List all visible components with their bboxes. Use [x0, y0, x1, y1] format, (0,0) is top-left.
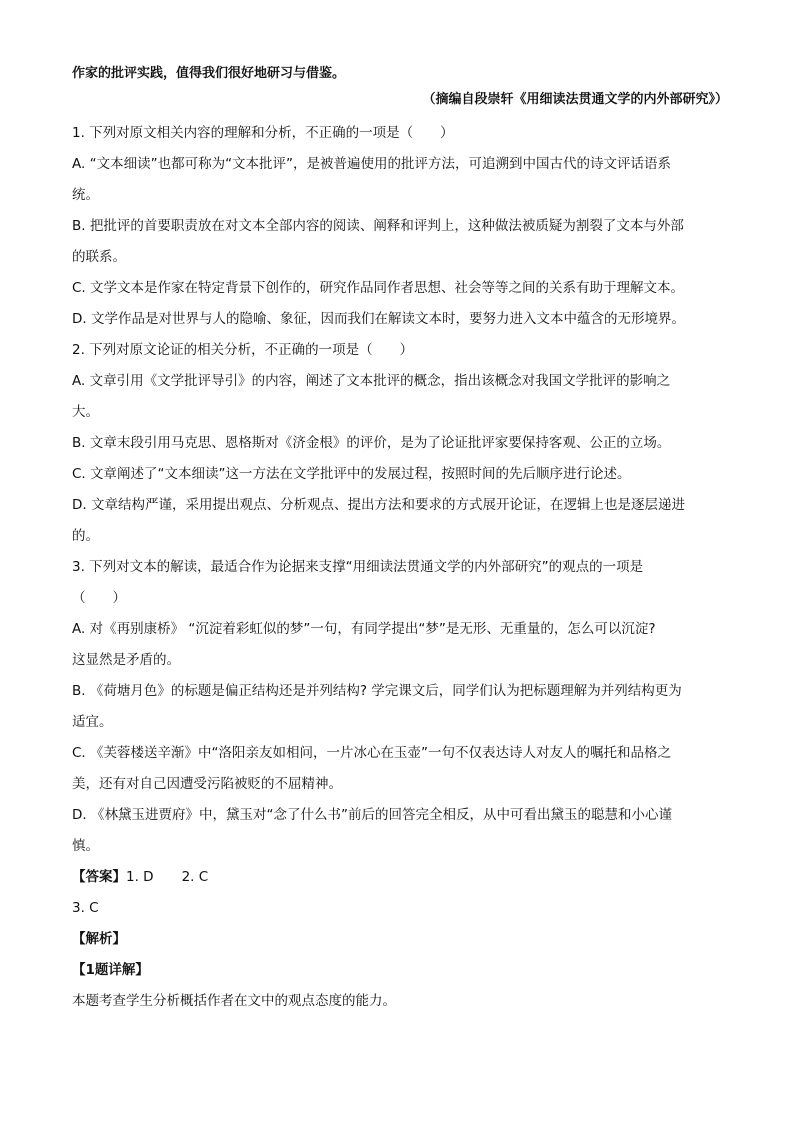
answer-tag: 【答案】: [72, 869, 126, 885]
question-2-option-d-cont: 的。: [72, 528, 99, 544]
analysis-detail-tag: 【1题详解】: [72, 962, 149, 978]
question-3-option-c-cont: 美，还有对自己因遭受污陷被贬的不屈精神。: [72, 776, 342, 792]
question-2-option-c: C. 文章阐述了“文本细读”这一方法在文学批评中的发展过程，按照时间的先后顺序进行论述。: [72, 466, 631, 482]
question-2-stem: 2. 下列对原文论证的相关分析，不正确的一项是（ ）: [72, 342, 414, 358]
question-3-option-d-cont: 慎。: [72, 838, 99, 854]
question-3-option-b-cont: 适宜。: [72, 714, 113, 730]
document-page: [72, 62, 728, 1017]
question-2: [72, 335, 722, 552]
question-2-option-a: A. 文章引用《文学批评导引》的内容，阐述了文本批评的概念，指出该概念对我国文学批评的影响之: [72, 373, 671, 389]
question-3-stem-cont: （ ）: [72, 590, 126, 606]
analysis-tag: 【解析】: [72, 931, 126, 947]
question-1-option-c: C. 文学文本是作家在特定背景下创作的，研究作品同作者思想、社会等等之间的关系有助于理解文本。: [72, 280, 685, 296]
question-3-option-d: D. 《林黛玉进贾府》中，黛玉对“念了什么书”前后的回答完全相反，从中可看出黛玉的聪慧和小心谨: [72, 807, 672, 823]
question-1-option-a-cont: 统。: [72, 187, 99, 203]
question-3-stem: 3. 下列对文本的解读，最适合作为论据来支撑“用细读法贯通文学的内外部研究”的观点的一项是: [72, 559, 644, 575]
answer-2: 2. C: [181, 869, 209, 885]
question-1-option-d: D. 文学作品是对世界与人的隐喻、象征，因而我们在解读文本时，要努力进入文本中蕴含的无形境界。: [72, 311, 685, 327]
question-1-option-b: B. 把批评的首要职责放在对文本全部内容的阅读、阐释和评判上，这种做法被质疑为割裂了文本与外部: [72, 218, 684, 234]
question-3-option-b: B. 《荷塘月色》的标题是偏正结构还是并列结构? 学完课文后，同学们认为把标题理解为并列结构更为: [72, 683, 682, 699]
question-3-option-a-cont: 这显然是矛盾的。: [72, 652, 180, 668]
source-citation: （摘编自段崇轩《用细读法贯通文学的内外部研究》）: [422, 92, 728, 107]
question-2-option-a-cont: 大。: [72, 404, 99, 420]
question-3-option-a: A. 对《再别康桥》 “沉淀着彩虹似的梦”一句，有同学提出“梦”是无形、无重量的，怎么可以沉淀?: [72, 621, 656, 637]
answer-1: 1. D: [126, 869, 154, 885]
question-2-option-d: D. 文章结构严谨，采用提出观点、分析观点、提出方法和要求的方式展开论证，在逻辑上也是逐层递进: [72, 497, 685, 513]
intro-tail-text: 作家的批评实践，值得我们很好地研习与借鉴。: [72, 66, 346, 81]
question-1-option-a: A. “文本细读”也都可称为“文本批评”，是被普遍使用的批评方法，可追溯到中国古代的诗文评话语系: [72, 156, 672, 172]
answer-line: [72, 862, 722, 893]
question-2-option-b: B. 文章末段引用马克思、恩格斯对《济金根》的评价，是为了论证批评家要保持客观、公正的立场。: [72, 435, 671, 451]
answer-3: 3. C: [72, 900, 99, 916]
analysis-text: 本题考查学生分析概括作者在文中的观点态度的能力。: [72, 993, 396, 1009]
question-1: [72, 118, 722, 335]
question-1-option-b-cont: 的联系。: [72, 249, 126, 265]
question-3-option-c: C. 《芙蓉楼送辛渐》中“洛阳亲友如相问，一片冰心在玉壶”一句不仅表达诗人对友人的嘱托和品格之: [72, 745, 671, 761]
question-3: [72, 552, 722, 862]
question-1-stem: 1. 下列对原文相关内容的理解和分析，不正确的一项是（ ）: [72, 125, 454, 141]
